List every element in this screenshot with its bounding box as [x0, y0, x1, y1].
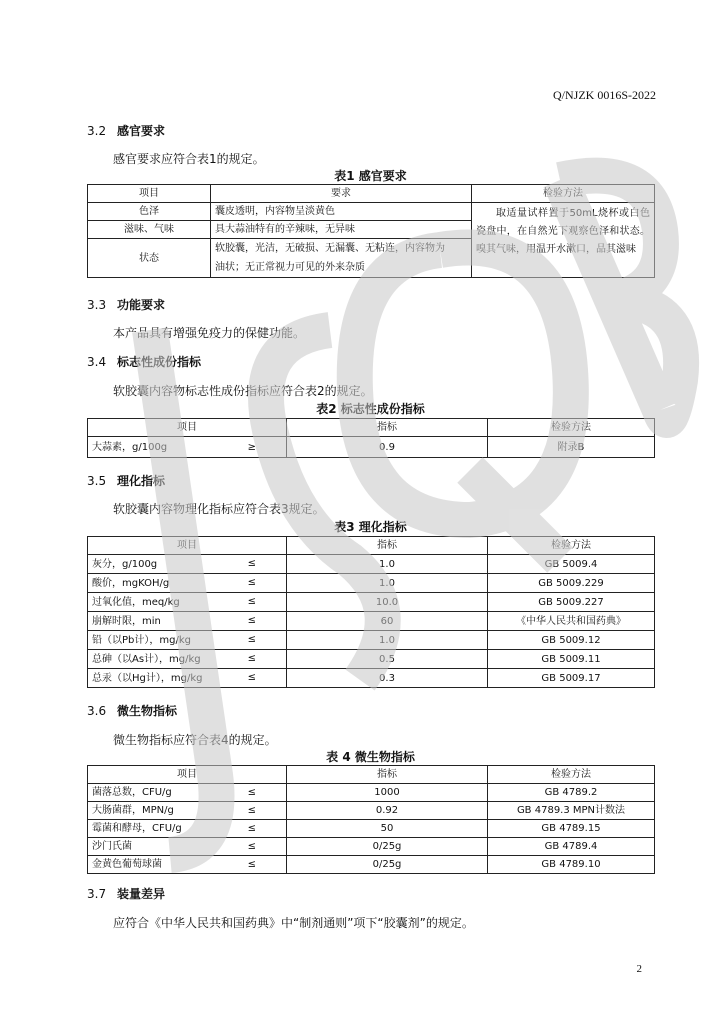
- item-text: 霉菌和酵母，CFU/g: [92, 823, 182, 834]
- marker-component-table: [87, 418, 655, 458]
- item-cell: [88, 856, 287, 874]
- section-title: 标志性成份指标: [117, 355, 202, 369]
- item-cell: [88, 593, 287, 612]
- paragraph-3-7: 应符合《中华人民共和国药典》中“制剂通则”项下“胶囊剂”的规定。: [113, 916, 474, 930]
- section-number: 3.6: [87, 704, 107, 718]
- method-cell: GB 4789.10: [488, 856, 655, 874]
- value-cell: 50: [287, 820, 488, 838]
- section-title: 装量差异: [117, 887, 166, 901]
- section-number: 3.2: [87, 124, 107, 138]
- header-cell: 指标: [287, 537, 488, 555]
- comparison-symbol: ≥: [247, 442, 256, 453]
- method-cell: GB 5009.227: [488, 593, 655, 612]
- requirement-line: 油状；无正常视力可见的外来杂质: [215, 262, 365, 273]
- method-cell: GB 4789.15: [488, 820, 655, 838]
- comparison-symbol: ≤: [247, 577, 256, 588]
- section-heading-3-5: [87, 472, 165, 489]
- item-cell: [88, 650, 287, 669]
- comparison-symbol: ≤: [247, 558, 256, 569]
- item-text: 崩解时限，min: [92, 615, 161, 627]
- value-cell: 0/25g: [287, 838, 488, 856]
- value-cell: 0/25g: [287, 856, 488, 874]
- table-row: [88, 437, 655, 458]
- value-cell: 1.0: [287, 555, 488, 574]
- item-text: 菌落总数，CFU/g: [92, 787, 172, 798]
- table-caption-1: 表1 感官要求: [334, 169, 407, 183]
- value-cell: 0.5: [287, 650, 488, 669]
- item-text: 沙门氏菌: [92, 841, 132, 852]
- table-row: [88, 203, 655, 221]
- item-cell: [88, 669, 287, 688]
- section-heading-3-7: [87, 885, 165, 902]
- section-number: 3.7: [87, 887, 107, 901]
- item-text: 过氧化值，meq/kg: [92, 596, 180, 608]
- table-row: [88, 669, 655, 688]
- table-caption-2: 表2 标志性成份指标: [316, 402, 425, 416]
- paragraph-3-5: 软胶囊内容物理化指标应符合表3规定。: [113, 502, 325, 516]
- header-cell: 指标: [287, 419, 488, 437]
- table-row: [88, 555, 655, 574]
- table-row: [88, 612, 655, 631]
- item-text: 大蒜素，g/100g: [92, 441, 168, 453]
- header-cell: 指标: [287, 766, 488, 784]
- table-row: [88, 593, 655, 612]
- item-cell: [88, 631, 287, 650]
- item-cell: 状态: [88, 239, 211, 278]
- item-text: 总砷（以As计），mg/kg: [92, 653, 201, 665]
- comparison-symbol: ≤: [247, 787, 256, 798]
- value-cell: 1000: [287, 784, 488, 802]
- item-text: 金黄色葡萄球菌: [92, 859, 162, 870]
- header-cell: 项目: [88, 537, 287, 555]
- method-cell: GB 4789.4: [488, 838, 655, 856]
- section-heading-3-4: [87, 353, 201, 370]
- comparison-symbol: ≤: [247, 859, 256, 870]
- item-cell: [88, 802, 287, 820]
- section-heading-3-3: [87, 296, 165, 313]
- item-text: 大肠菌群，MPN/g: [92, 805, 174, 816]
- section-number: 3.3: [87, 298, 107, 312]
- table-row: [88, 856, 655, 874]
- header-cell: 项目: [88, 766, 287, 784]
- value-cell: 60: [287, 612, 488, 631]
- paragraph-3-4: 软胶囊内容物标志性成份指标应符合表2的规定。: [113, 384, 373, 398]
- paragraph-3-3: 本产品具有增强免疫力的保健功能。: [113, 326, 306, 340]
- method-cell: GB 5009.17: [488, 669, 655, 688]
- section-heading-3-2: [87, 122, 165, 139]
- table-header-row: [88, 419, 655, 437]
- section-title: 理化指标: [117, 474, 166, 488]
- comparison-symbol: ≤: [247, 805, 256, 816]
- requirement-cell: 囊皮透明，内容物呈淡黄色: [211, 203, 472, 221]
- comparison-symbol: ≤: [247, 653, 256, 664]
- method-cell: GB 4789.3 MPN计数法: [488, 802, 655, 820]
- item-cell: [88, 437, 287, 458]
- comparison-symbol: ≤: [247, 841, 256, 852]
- section-title: 功能要求: [117, 298, 166, 312]
- requirement-cell: 具大蒜油特有的辛辣味，无异味: [211, 221, 472, 239]
- header-cell: 项目: [88, 419, 287, 437]
- header-cell: 要求: [211, 185, 472, 203]
- method-cell: [472, 203, 655, 278]
- item-cell: 色泽: [88, 203, 211, 221]
- item-cell: [88, 820, 287, 838]
- requirement-line: 软胶囊，光洁，无破损、无漏囊、无粘连，内容物为: [215, 243, 445, 254]
- method-cell: GB 4789.2: [488, 784, 655, 802]
- item-text: 灰分，g/100g: [92, 558, 158, 570]
- table-row: [88, 574, 655, 593]
- value-cell: 0.9: [287, 437, 488, 458]
- table-row: [88, 631, 655, 650]
- method-text: 取适量试样置于50mL烧杯或白色瓷盘中，在自然光下观察色泽和状态。嗅其气味，用温开水漱口，品其滋味: [476, 208, 650, 255]
- table-caption-4: 表 4 微生物指标: [326, 750, 415, 764]
- table-header-row: [88, 537, 655, 555]
- table-header-row: [88, 766, 655, 784]
- comparison-symbol: ≤: [247, 672, 256, 683]
- sensory-table: [87, 184, 655, 278]
- item-cell: [88, 574, 287, 593]
- comparison-symbol: ≤: [247, 823, 256, 834]
- table-row: [88, 820, 655, 838]
- method-cell: GB 5009.229: [488, 574, 655, 593]
- section-title: 感官要求: [117, 124, 166, 138]
- paragraph-3-6: 微生物指标应符合表4的规定。: [113, 733, 277, 747]
- section-title: 微生物指标: [117, 704, 178, 718]
- method-cell: 附录B: [488, 437, 655, 458]
- table-row: [88, 784, 655, 802]
- section-number: 3.5: [87, 474, 107, 488]
- value-cell: 10.0: [287, 593, 488, 612]
- table-header-row: [88, 185, 655, 203]
- microbiological-table: [87, 765, 655, 874]
- item-cell: [88, 555, 287, 574]
- value-cell: 0.3: [287, 669, 488, 688]
- table-row: [88, 802, 655, 820]
- table-row: [88, 650, 655, 669]
- value-cell: 1.0: [287, 574, 488, 593]
- table-caption-3: 表3 理化指标: [334, 520, 407, 534]
- section-number: 3.4: [87, 355, 107, 369]
- item-cell: [88, 612, 287, 631]
- item-cell: [88, 838, 287, 856]
- physicochemical-table: [87, 536, 655, 688]
- value-cell: 1.0: [287, 631, 488, 650]
- item-cell: [88, 784, 287, 802]
- header-cell: 项目: [88, 185, 211, 203]
- comparison-symbol: ≤: [247, 615, 256, 626]
- method-cell: GB 5009.11: [488, 650, 655, 669]
- page-number: 2: [636, 963, 642, 975]
- item-cell: 滋味、气味: [88, 221, 211, 239]
- table-row: [88, 838, 655, 856]
- item-text: 总汞（以Hg计），mg/kg: [92, 672, 203, 684]
- requirement-cell: [211, 239, 472, 278]
- value-cell: 0.92: [287, 802, 488, 820]
- section-heading-3-6: [87, 702, 177, 719]
- comparison-symbol: ≤: [247, 596, 256, 607]
- method-cell: 《中华人民共和国药典》: [488, 612, 655, 631]
- item-text: 铅（以Pb计），mg/kg: [92, 634, 191, 646]
- header-cell: 检验方法: [472, 185, 655, 203]
- method-cell: GB 5009.12: [488, 631, 655, 650]
- header-cell: 检验方法: [488, 766, 655, 784]
- header-cell: 检验方法: [488, 419, 655, 437]
- header-cell: 检验方法: [488, 537, 655, 555]
- comparison-symbol: ≤: [247, 634, 256, 645]
- paragraph-3-2: 感官要求应符合表1的规定。: [113, 152, 265, 166]
- item-text: 酸价，mgKOH/g: [92, 577, 170, 589]
- method-cell: GB 5009.4: [488, 555, 655, 574]
- document-code: Q/NJZK 0016S-2022: [552, 88, 656, 102]
